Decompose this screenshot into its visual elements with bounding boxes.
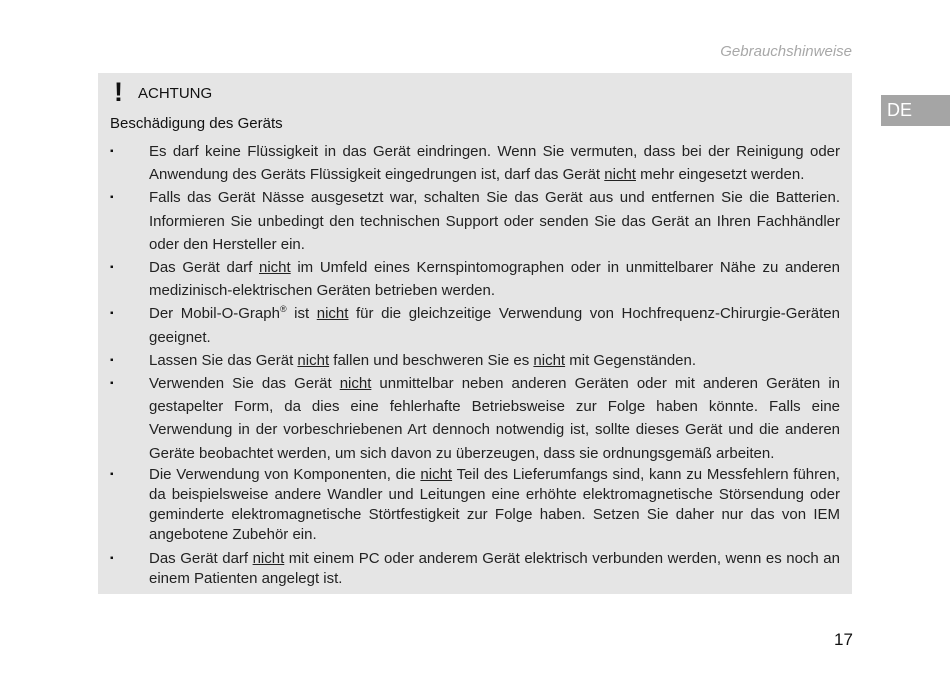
bullet: ▪ <box>110 192 114 204</box>
warning-box <box>98 73 852 594</box>
list-item: ▪ Das Gerät darf nicht im Umfeld eines Kernspintomographen oder in unmittelbarer Nähe zu anderen medizinisch-elektrischen Geräten betrieben werden. <box>110 256 840 302</box>
warning-list <box>110 140 840 589</box>
bullet: ▪ <box>110 468 114 480</box>
exclamation-icon: ! <box>114 77 123 107</box>
warning-label: ACHTUNG <box>138 85 213 102</box>
list-item: ▪ Es darf keine Flüssigkeit in das Gerät eindringen. Wenn Sie vermuten, dass bei der Reinigung oder Anwendung des Geräts Flüssigkeit eingedrungen ist, darf das Gerät nicht mehr eingesetzt werden. <box>110 140 840 186</box>
bullet: ▪ <box>110 378 114 390</box>
list-item: ▪ Die Verwendung von Komponenten, die nicht Teil des Lieferumfangs sind, kann zu Messfehlern führen, da beispielsweise andere Wandler und Leitungen eine erhöhte elektromagnetische Störsendung oder geminderte elektromagnetische Störtfestigkeit zur Folge haben. Setzen Sie daher nur das von IEM angebotene Zubehör ein. <box>110 465 840 543</box>
warning-subtitle: Beschädigung des Geräts <box>110 115 283 132</box>
section-header: Gebrauchshinweise <box>720 43 852 60</box>
bullet: ▪ <box>110 146 114 157</box>
list-item: ▪ Das Gerät darf nicht mit einem PC oder anderem Gerät elektrisch verbunden werden, wenn es noch an einem Patienten angelegt ist. <box>110 549 840 587</box>
bullet: ▪ <box>110 308 114 320</box>
page-number: 17 <box>834 630 853 649</box>
list-item: ▪ Lassen Sie das Gerät nicht fallen und beschweren Sie es nicht mit Gegenständen. <box>110 349 840 372</box>
list-item: ▪ Falls das Gerät Nässe ausgesetzt war, schalten Sie das Gerät aus und entfernen Sie die Batterien. Informieren Sie unbedingt den technischen Support oder senden Sie das Gerät an Ihren Fachhändler oder den Hersteller ein. <box>110 186 840 256</box>
language-tab: DE <box>881 95 950 126</box>
bullet: ▪ <box>110 262 114 274</box>
list-item: ▪ Der Mobil-O-Graph® ist nicht für die gleichzeitige Verwendung von Hochfrequenz-Chirurgie-Geräten geeignet. <box>110 304 840 346</box>
bullet: ▪ <box>110 354 114 366</box>
list-item: ▪ Verwenden Sie das Gerät nicht unmittelbar neben anderen Geräten oder mit anderen Geräten in gestapelter Form, da dies eine fehlerhafte Betriebsweise zur Folge haben könnte. Falls eine Verwendung in der vorbeschriebenen Art dennoch notwendig ist, sollte dieses Gerät und die anderen Geräte beobachtet werden, um sich davon zu überzeugen, dass sie ordnungsgemäß arbeiten. <box>110 372 840 465</box>
bullet: ▪ <box>110 552 114 564</box>
